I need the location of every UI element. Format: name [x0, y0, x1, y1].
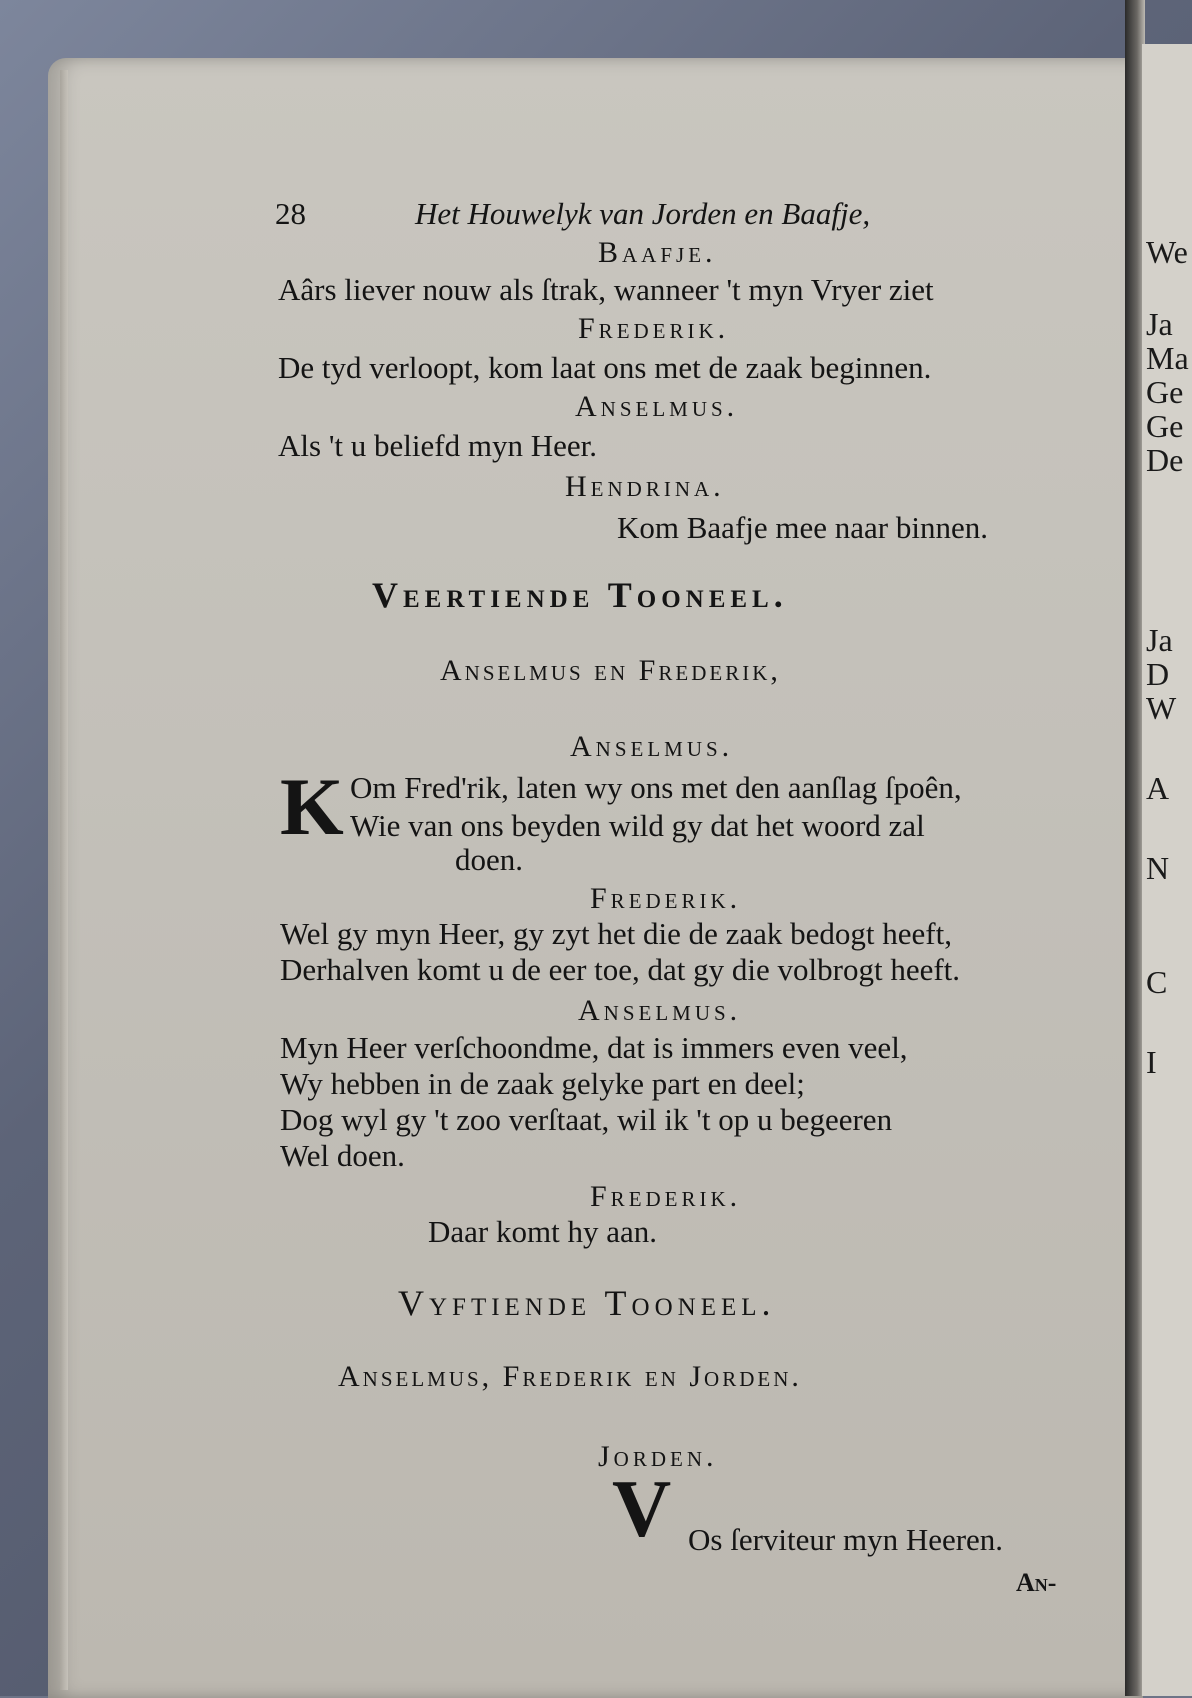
facing-fragment: I	[1146, 1044, 1157, 1080]
facing-fragment: De	[1146, 442, 1184, 478]
facing-fragment: Ja	[1146, 306, 1173, 342]
verse-line: doen.	[455, 842, 524, 877]
verse-line: Aârs liever nouw als ſtrak, wanneer 't myn Vryer ziet	[278, 272, 934, 307]
scene-cast: Anselmus en Frederik,	[440, 654, 781, 687]
speaker-name: Hendrina.	[565, 470, 725, 503]
verse-line: Derhalven komt u de eer toe, dat gy die volbrogt heeft.	[280, 952, 961, 987]
drop-capital: V	[612, 1463, 672, 1554]
speaker-name: Anselmus.	[570, 730, 734, 763]
facing-fragment: N	[1146, 850, 1170, 886]
verse-line: Wel doen.	[280, 1138, 405, 1173]
facing-fragment: W	[1146, 690, 1177, 726]
facing-fragment: We	[1146, 234, 1188, 270]
scene-title: Veertiende Tooneel.	[372, 575, 788, 615]
verse-line: Als 't u beliefd myn Heer.	[278, 428, 597, 463]
speaker-name: Baafje.	[598, 236, 717, 269]
verse-line: Wel gy myn Heer, gy zyt het die de zaak bedogt heeft,	[280, 916, 952, 951]
facing-fragment: Ja	[1146, 622, 1173, 658]
verse-line: Kom Baafje mee naar binnen.	[617, 510, 988, 545]
catchword: An-	[1016, 1568, 1057, 1597]
verse-line: Daar komt hy aan.	[428, 1214, 657, 1249]
running-title: Het Houwelyk van Jorden en Baafje,	[415, 196, 871, 231]
verse-line: De tyd verloopt, kom laat ons met de zaak beginnen.	[278, 350, 932, 385]
drop-capital: K	[280, 761, 344, 852]
speaker-name: Frederik.	[590, 1180, 742, 1213]
scene-title: Vyftiende Tooneel.	[398, 1283, 776, 1323]
speaker-name: Jorden.	[598, 1440, 718, 1473]
facing-fragment: A	[1146, 770, 1170, 806]
facing-fragment: Ge	[1146, 408, 1184, 444]
verse-line: Dog wyl gy 't zoo verſtaat, wil ik 't op u begeeren	[280, 1102, 893, 1137]
facing-fragment: D	[1146, 656, 1170, 692]
speaker-name: Anselmus.	[578, 994, 742, 1027]
verse-line: Myn Heer verſchoondme, dat is immers even veel,	[280, 1030, 908, 1065]
facing-fragment: C	[1146, 964, 1168, 1000]
facing-fragment: Ge	[1146, 374, 1184, 410]
scene-cast: Anselmus, Frederik en Jorden.	[338, 1360, 802, 1393]
verse-line: Os ſerviteur myn Heeren.	[688, 1522, 1004, 1557]
page-edge	[60, 70, 68, 1690]
speaker-name: Frederik.	[590, 882, 742, 915]
verse-line: Wy hebben in de zaak gelyke part en deel;	[280, 1066, 805, 1101]
verse-line: Wie van ons beyden wild gy dat het woord zal	[350, 808, 925, 843]
page-number: 28	[275, 196, 306, 231]
speaker-name: Anselmus.	[575, 390, 739, 423]
facing-fragment: Ma	[1146, 340, 1189, 376]
facing-page	[1142, 44, 1192, 1696]
speaker-name: Frederik.	[578, 312, 730, 345]
verse-line: Om Fred'rik, laten wy ons met den aanſlag ſpoên,	[350, 770, 962, 805]
